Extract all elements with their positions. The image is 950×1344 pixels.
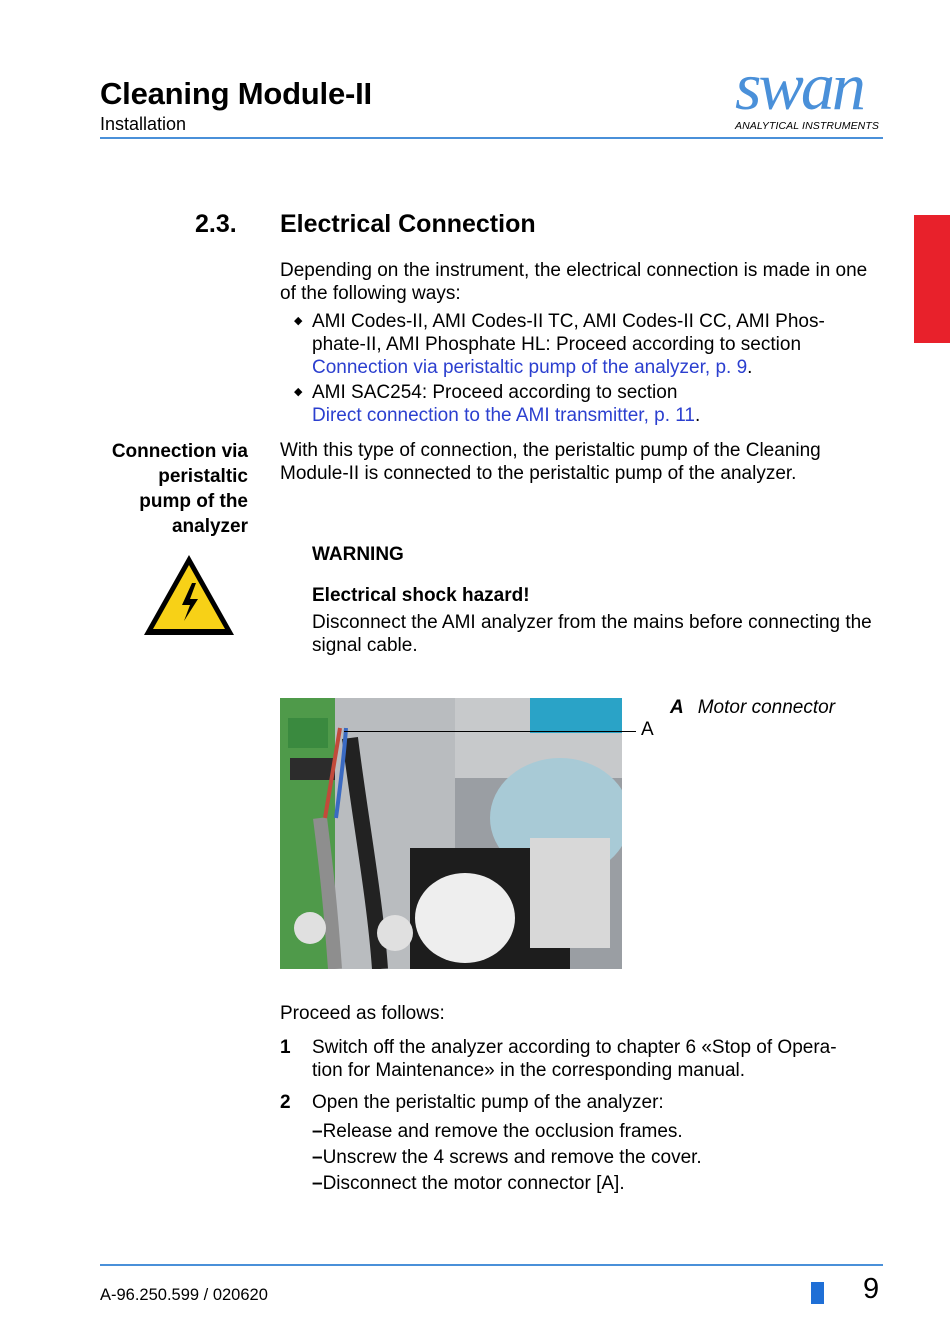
warning-title: WARNING bbox=[312, 544, 404, 565]
section-link-peristaltic[interactable]: Connection via peristaltic pump of the analyzer, p. 9 bbox=[312, 357, 748, 378]
bullet-diamond-icon: ◆ bbox=[294, 315, 303, 327]
substep-text: Disconnect the motor connector [A]. bbox=[322, 1173, 625, 1194]
swan-logo: swan bbox=[735, 48, 863, 124]
page-marker bbox=[811, 1282, 824, 1304]
bullet-diamond-icon: ◆ bbox=[294, 386, 303, 398]
list-item bbox=[294, 310, 887, 379]
bullet-text: AMI SAC254: Proceed according to section bbox=[312, 382, 678, 403]
substep-text: Unscrew the 4 screws and remove the cover. bbox=[322, 1147, 702, 1168]
callout-leader-line bbox=[344, 731, 636, 732]
footer-divider bbox=[100, 1264, 883, 1266]
warning-text: Disconnect the AMI analyzer from the mains before connecting the signal cable. bbox=[312, 612, 872, 656]
list-item bbox=[280, 1036, 880, 1082]
list-item bbox=[280, 1091, 880, 1114]
list-item bbox=[312, 1146, 702, 1169]
step-text: Switch off the analyzer according to chapter 6 «Stop of Opera- tion for Maintenance» in the corresponding manual. bbox=[312, 1037, 837, 1081]
bullet-punctuation: . bbox=[747, 357, 753, 378]
dash-marker: – bbox=[312, 1121, 323, 1142]
dash-marker: – bbox=[312, 1173, 323, 1194]
side-heading-line: peristaltic bbox=[158, 466, 248, 487]
chapter-tab-marker bbox=[914, 215, 950, 343]
substep-text: Release and remove the occlusion frames. bbox=[322, 1121, 683, 1142]
connection-description: With this type of connection, the peristaltic pump of the Cleaning Module-II is connected to the peristaltic pump of the analyzer. bbox=[280, 440, 821, 484]
logo-tagline: ANALYTICAL INSTRUMENTS bbox=[735, 120, 879, 132]
step-number: 2 bbox=[280, 1092, 291, 1113]
legend-letter: A bbox=[670, 697, 684, 718]
callout-label: A bbox=[641, 719, 654, 740]
figure-legend bbox=[670, 697, 835, 719]
header-divider bbox=[100, 137, 883, 139]
section-number: 2.3. bbox=[195, 210, 237, 238]
side-heading-line: pump of the bbox=[139, 491, 248, 512]
side-heading-line: Connection via bbox=[111, 441, 248, 462]
legend-text: Motor connector bbox=[697, 697, 836, 718]
bullet-text: AMI Codes-II, AMI Codes-II TC, AMI Codes-II CC, AMI Phos- phate-II, AMI Phosphate HL: Proceed according to section bbox=[312, 311, 825, 355]
side-heading-line: analyzer bbox=[171, 516, 248, 537]
section-title: Electrical Connection bbox=[280, 210, 536, 238]
side-heading bbox=[60, 439, 248, 539]
bullet-punctuation: . bbox=[695, 405, 701, 426]
list-item bbox=[312, 1172, 625, 1195]
motor-connector-photo bbox=[280, 698, 622, 969]
procedure-lead: Proceed as follows: bbox=[280, 1003, 445, 1024]
warning-subtitle: Electrical shock hazard! bbox=[312, 585, 530, 606]
document-subtitle: Installation bbox=[100, 114, 187, 134]
page-number: 9 bbox=[863, 1273, 880, 1305]
step-number: 1 bbox=[280, 1037, 291, 1058]
document-title: Cleaning Module-II bbox=[100, 76, 372, 111]
dash-marker: – bbox=[312, 1147, 323, 1168]
step-text: Open the peristaltic pump of the analyzer: bbox=[312, 1092, 664, 1113]
document-number: A-96.250.599 / 020620 bbox=[100, 1286, 268, 1304]
section-link-direct[interactable]: Direct connection to the AMI transmitter, p. 11 bbox=[312, 405, 695, 426]
electrical-hazard-icon bbox=[142, 553, 236, 637]
list-item bbox=[294, 381, 887, 427]
section-intro: Depending on the instrument, the electrical connection is made in one of the following ways: bbox=[280, 260, 868, 304]
list-item bbox=[312, 1120, 683, 1143]
